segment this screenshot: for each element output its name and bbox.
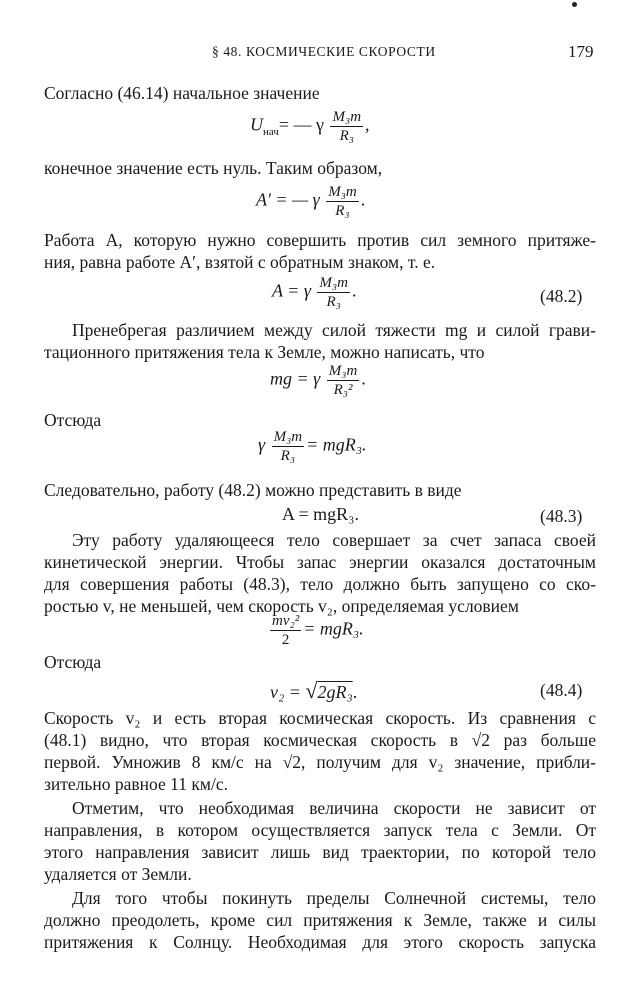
- formula-kinetic: $\frac{\text{mv₂²}}{2}$ = mgR₃.: [272, 613, 364, 648]
- formula-u-initial: $U_{нач}=$ — γ $\frac{\text{M₃m}}{\text{R₃}}$ ,: [250, 109, 370, 144]
- formula-mg: mg = γ $\frac{\text{M₃m}}{\text{R₃²}}$ .: [270, 363, 366, 398]
- paragraph-line: направления, в котором осуществляется запуск тела с Земли. От: [44, 820, 596, 840]
- paragraph-line: ния, равна работе A′, взятой с обратным знаком, т. е.: [44, 252, 436, 272]
- paragraph-line: Следовательно, работу (48.2) можно представить в виде: [44, 480, 462, 500]
- formula-a-prime: A′ = — γ $\frac{\text{M₃m}}{\text{R₃}}$ .: [256, 184, 366, 219]
- paragraph-line: Пренебрегая различием между силой тяжести mg и силой грави-: [72, 320, 596, 340]
- paragraph-line: Отметим, что необходимая величина скорости не зависит от: [72, 798, 596, 818]
- paragraph-line: удаляется от Земли.: [44, 864, 192, 884]
- paragraph-line: притяжения к Солнцу. Необходимая для этого скорость запуска: [44, 932, 596, 952]
- paragraph-line: Эту работу удаляющееся тело совершает за счет запаса своей: [72, 530, 596, 550]
- formula-a: A = γ $\frac{\text{M₃m}}{\text{R₃}}$ .: [272, 275, 357, 310]
- paragraph-line: конечное значение есть нуль. Таким образом,: [44, 158, 383, 178]
- paragraph-line: должно преодолеть, кроме сил притяжения к Земле, также и силы: [44, 910, 596, 930]
- paragraph-line: Скорость v₂ и есть вторая космическая скорость. Из сравнения с: [44, 708, 596, 728]
- paragraph-line: первой. Умножив 8 км/с на √2, получим для v₂ значение, прибли-: [44, 752, 596, 772]
- page-number: 179: [568, 42, 594, 61]
- equation-number: (48.2): [540, 286, 583, 306]
- paragraph-line: Согласно (46.14) начальное значение: [44, 83, 320, 103]
- paragraph-line: этого направления зависит лишь вид траектории, по которой тело: [44, 842, 596, 862]
- paragraph-line: тационного притяжения тела к Земле, можно написать, что: [44, 342, 485, 362]
- paragraph-line: кинетической энергии. Чтобы запас энергии оказался достаточным: [44, 552, 596, 572]
- paragraph-line: для совершения работы (48.3), тело должно быть запущено со ско-: [44, 574, 596, 594]
- running-header: § 48. КОСМИЧЕСКИЕ СКОРОСТИ: [212, 44, 436, 59]
- paragraph-line: Работа A, которую нужно совершить против сил земного притяже-: [44, 230, 596, 250]
- paragraph-line: Для того чтобы покинуть пределы Солнечной системы, тело: [72, 888, 596, 908]
- equation-number: (48.3): [540, 506, 583, 526]
- paragraph-line: ростью v, не меньшей, чем скорость v₂, определяемая условием: [44, 596, 519, 616]
- formula-gamma: γ $\frac{\text{M₃m}}{\text{R₃}}$ = mgR₃.: [258, 429, 367, 464]
- formula-v2: v₂ = √2gR₃.: [270, 678, 358, 703]
- paragraph-line: (48.1) видно, что вторая космическая скорость в √2 раз больше: [44, 730, 596, 750]
- paragraph-line: Отсюда: [44, 652, 102, 672]
- equation-number: (48.4): [540, 680, 583, 700]
- formula-a-mgr: A = mgR₃.: [282, 504, 359, 524]
- paragraph-line: Отсюда: [44, 410, 102, 430]
- paragraph-line: зительно равное 11 км/с.: [44, 774, 228, 794]
- ink-dot: [572, 2, 577, 7]
